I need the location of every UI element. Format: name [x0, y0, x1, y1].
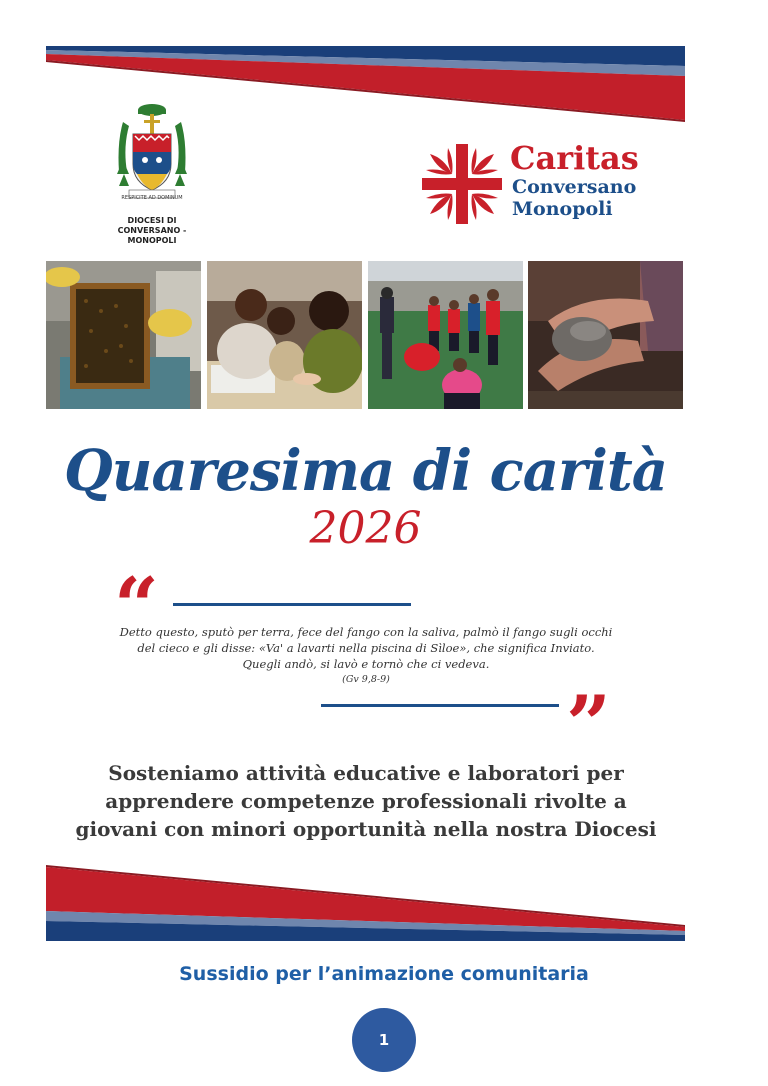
- photo-football: [368, 261, 525, 409]
- bottom-color-band: [46, 865, 685, 941]
- mission-line2: apprendere competenze professionali rivolte a: [105, 789, 627, 813]
- photo-clay-hands: [528, 261, 685, 409]
- mission-line3: giovani con minori opportunità nella nostra Diocesi: [75, 817, 657, 841]
- headline-title: Quaresima di carità: [64, 438, 667, 504]
- photo-beekeeping: [46, 261, 203, 409]
- diocese-motto: RESPICITE AD DOMINUM: [121, 195, 183, 201]
- page-number-badge: 1: [352, 1008, 416, 1072]
- diocese-name: [92, 216, 212, 246]
- quote-line3: Quegli andò, si lavò e tornò che ci vedeva.: [242, 657, 490, 671]
- diocese-logo: [92, 102, 212, 246]
- quote-reference: (Gv 9,8-9): [342, 674, 390, 685]
- mission-statement: [66, 759, 666, 843]
- quote-line1: Detto questo, sputò per terra, fece del fango con la saliva, palmò il fango sugli occhi: [119, 625, 613, 639]
- quote-text: [106, 624, 626, 688]
- booklet-caption: Sussidio per l’animazione comunitaria: [179, 963, 589, 985]
- photo-drawing: [207, 261, 364, 409]
- quote-rule-top: [173, 603, 411, 606]
- quote-open-mark: “: [114, 561, 159, 652]
- diocese-name-line1: DIOCESI DI: [127, 216, 177, 225]
- caritas-line2: Conversano: [512, 176, 637, 198]
- poster-cover: [46, 46, 685, 941]
- caritas-line3: Monopoli: [512, 198, 613, 220]
- caritas-title: Caritas: [510, 139, 639, 177]
- caritas-logo: [420, 139, 660, 226]
- diocese-crest-icon: [109, 102, 195, 202]
- quote-rule-bottom: [321, 704, 559, 707]
- quote-close-mark: ”: [566, 679, 611, 770]
- caritas-cross-icon: [422, 144, 502, 224]
- quote-line2: del cieco e gli disse: «Va' a lavarti nella piscina di Sìloe», che significa Inviato.: [137, 641, 595, 655]
- mission-line1: Sosteniamo attività educative e laboratori per: [108, 761, 624, 785]
- photo-strip: [46, 261, 685, 409]
- diocese-name-line2: CONVERSANO - MONOPOLI: [117, 226, 187, 245]
- headline-year: 2026: [309, 503, 422, 554]
